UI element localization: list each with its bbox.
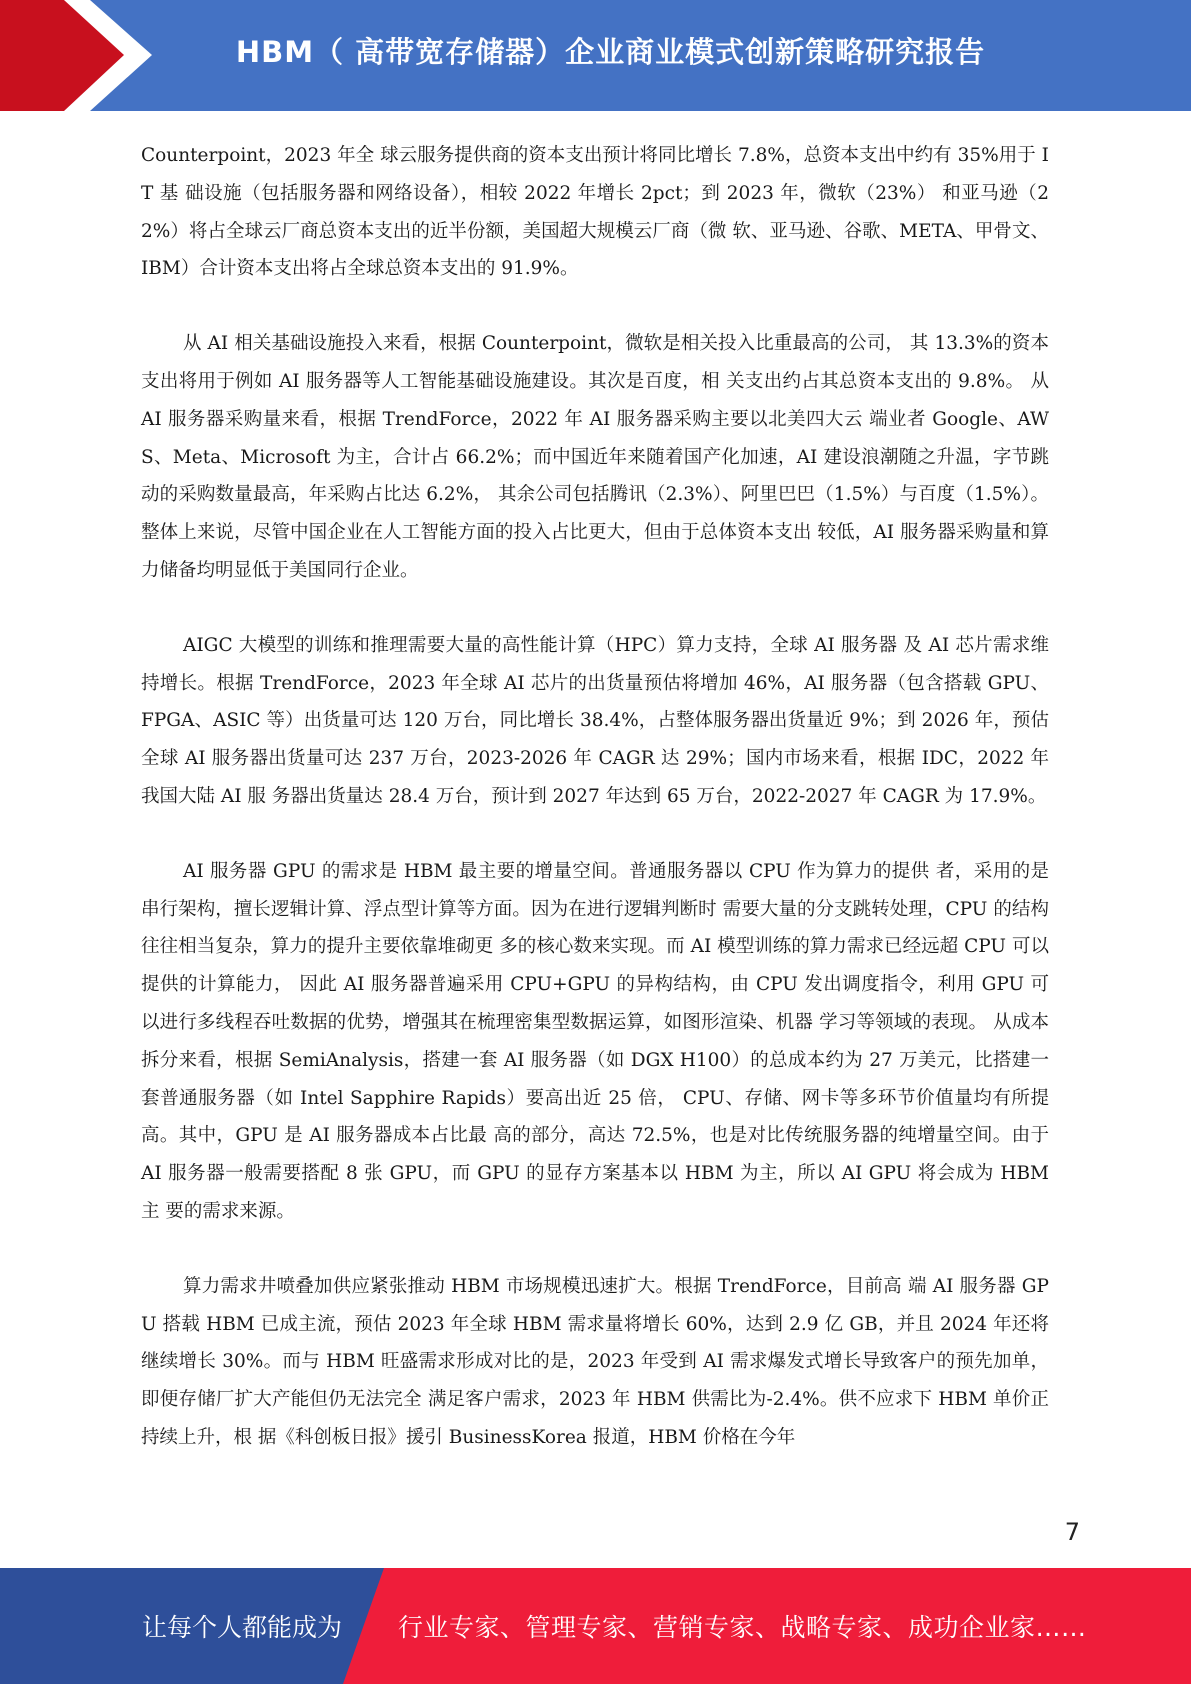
footer-slogan-left: 让每个人都能成为 <box>142 1613 343 1642</box>
body-text <box>141 137 1049 1494</box>
paragraph-5: 算力需求井喷叠加供应紧张推动 HBM 市场规模迅速扩大。根据 TrendForce，目前高 端 AI 服务器 GPU 搭载 HBM 已成主流，预估 2023 年全球 HBM 需求量将增长 60%，达到 2.9 亿 GB，并且 2024 年还将继续增长 30%。而与 HBM 旺盛需求形成对比的是，2023 年受到 AI 需求爆发式增长导致客户的预先加单，即便存储厂扩大产能但仍无法完全 满足客户需求，2023 年 HBM 供需比为-2.4%。供不应求下 HBM 单价正持续上升，根 据《科创板日报》援引 BusinessKorea 报道，HBM 价格在今年 <box>141 1275 1049 1448</box>
paragraph-3: AIGC 大模型的训练和推理需要大量的高性能计算（HPC）算力支持，全球 AI 服务器 及 AI 芯片需求维持增长。根据 TrendForce，2023 年全球 AI 芯片的出货量预估将增加 46%，AI 服务器（包含搭载 GPU、FPGA、ASIC 等）出货量可达 120 万台，同比增长 38.4%，占整体服务器出货量近 9%；到 2026 年，预估全球 AI 服务器出货量可达 237 万台，2023-2026 年 CAGR 达 29%；国内市场来看，根据 IDC，2022 年我国大陆 AI 服 务器出货量达 28.4 万台，预计到 2027 年达到 65 万台，2022-2027 年 CAGR 为 17.9%。 <box>141 634 1049 807</box>
page-number: 7 <box>1064 1518 1080 1546</box>
footer-slogan-right: 行业专家、管理专家、营销专家、战略专家、成功企业家…… <box>398 1613 1087 1642</box>
document-title: HBM（ 高带宽存储器）企业商业模式创新策略研究报告 <box>235 34 986 69</box>
page-header <box>0 0 1191 111</box>
paragraph-1: Counterpoint，2023 年全 球云服务提供商的资本支出预计将同比增长 7.8%，总资本支出中约有 35%用于 IT 基 础设施（包括服务器和网络设备），相较 2022 年增长 2pct；到 2023 年，微软（23%） 和亚马逊（22%）将占全球云厂商总资本支出的近半份额，美国超大规模云厂商（微 软、亚马逊、谷歌、META、甲骨文、IBM）合计资本支出将占全球总资本支出的 91.9%。 <box>141 145 1049 280</box>
paragraph-2: 从 AI 相关基础设施投入来看，根据 Counterpoint，微软是相关投入比重最高的公司， 其 13.3%的资本支出将用于例如 AI 服务器等人工智能基础设施建设。其次是百度，相 关支出约占其总资本支出的 9.8%。 从 AI 服务器采购量来看，根据 TrendForce，2022 年 AI 服务器采购主要以北美四大云 端业者 Google、AWS、Meta、Microsoft 为主，合计占 66.2%；而中国近年来随着国产化加速，AI 建设浪潮随之升温，字节跳动的采购数量最高，年采购占比达 6.2%， 其余公司包括腾讯（2.3%）、阿里巴巴（1.5%）与百度（1.5%）。 整体上来说，尽管中国企业在人工智能方面的投入占比更大，但由于总体资本支出 较低，AI 服务器采购量和算力储备均明显低于美国同行企业。 <box>141 333 1049 581</box>
paragraph-4: AI 服务器 GPU 的需求是 HBM 最主要的增量空间。普通服务器以 CPU 作为算力的提供 者，采用的是串行架构，擅长逻辑计算、浮点型计算等方面。因为在进行逻辑判断时 需要大量的分支跳转处理，CPU 的结构往往相当复杂，算力的提升主要依靠堆砌更 多的核心数来实现。而 AI 模型训练的算力需求已经远超 CPU 可以提供的计算能力， 因此 AI 服务器普遍采用 CPU+GPU 的异构结构，由 CPU 发出调度指令，利用 GPU 可 以进行多线程吞吐数据的优势，增强其在梳理密集型数据运算，如图形渲染、机器 学习等领域的表现。 从成本拆分来看，根据 SemiAnalysis，搭建一套 AI 服务器（如 DGX H100）的总成本约为 27 万美元，比搭建一套普通服务器（如 Intel Sapphire Rapids）要高出近 25 倍， CPU、存储、网卡等多环节价值量均有所提高。其中，GPU 是 AI 服务器成本占比最 高的部分，高达 72.5%，也是对比传统服务器的纯增量空间。由于 AI 服务器一般需要搭配 8 张 GPU，而 GPU 的显存方案基本以 HBM 为主，所以 AI GPU 将会成为 HBM 主 要的需求来源。 <box>141 860 1049 1222</box>
page-footer <box>0 1568 1191 1684</box>
